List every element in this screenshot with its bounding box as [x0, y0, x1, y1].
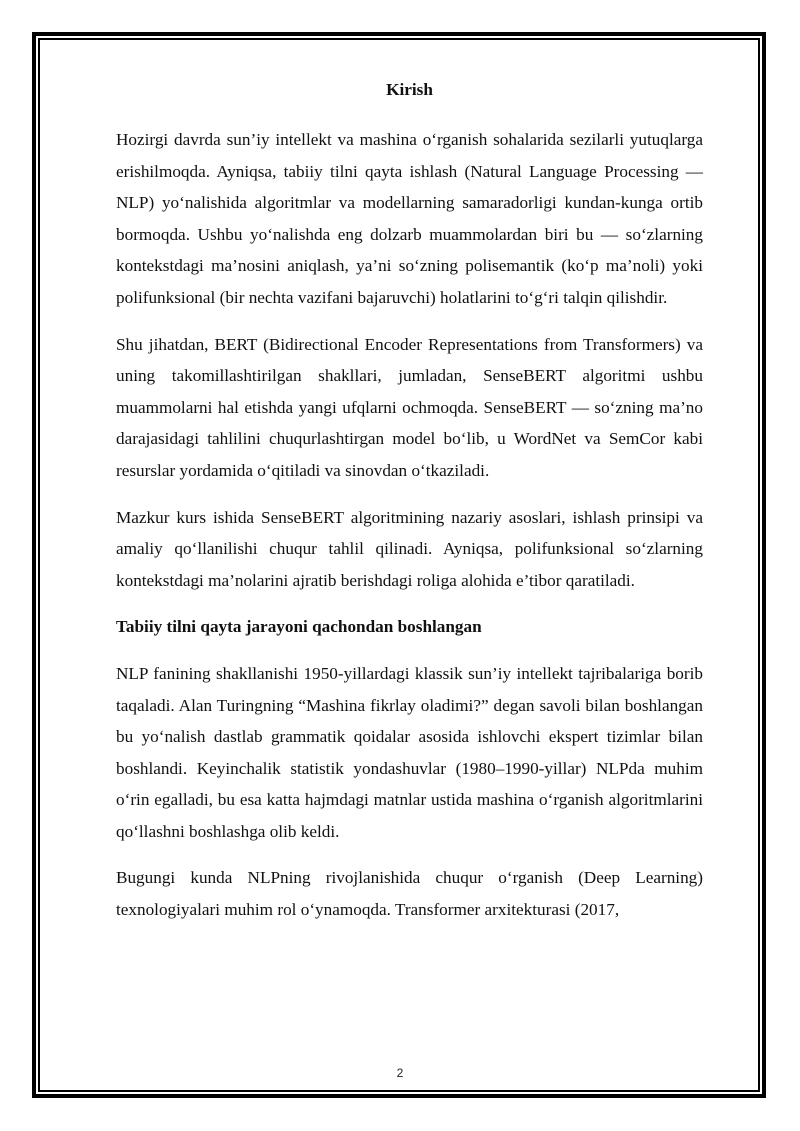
- document-title: Kirish: [386, 80, 433, 99]
- section-heading: Tabiiy tilni qayta jarayoni qachondan boshlangan: [116, 617, 482, 637]
- document-body: [116, 74, 703, 941]
- page-number: 2: [396, 1066, 404, 1080]
- intro-paragraph-3: Mazkur kurs ishida SenseBERT algoritmining nazariy asoslari, ishlash prinsipi va amaliy qo‘llanilishi chuqur tahlil qilinadi. Ayniqsa, polifunksional so‘zlarning kontekstdagi ma’nolarini ajratib berishdagi roliga alohida e’tibor qaratiladi.: [116, 507, 703, 590]
- section-paragraph-1: NLP fanining shakllanishi 1950-yillardagi klassik sun’iy intellekt tajribalariga borib taqaladi. Alan Turingning “Mashina fikrlay oladimi?” degan savoli bilan boshlangan bu yo‘nalish dastlab grammatik qoidalar asosida ishlovchi ekspert tizimlar bilan boshlandi. Keyinchalik statistik yondashuvlar (1980–1990-yillar) NLPda muhim o‘rin egalladi, bu esa katta hajmdagi matnlar ustida mashina o‘rganish algoritmlarini qo‘llashni boshlashga olib keldi.: [116, 663, 703, 841]
- intro-paragraph-1: Hozirgi davrda sun’iy intellekt va mashina o‘rganish sohalarida sezilarli yutuqlarga erishilmoqda. Ayniqsa, tabiiy tilni qayta ishlash (Natural Language Processing — NLP) yo‘nalishida algoritmlar va modellarning samaradorligi kundan-kunga ortib bormoqda. Ushbu yo‘nalishda eng dolzarb muammolardan biri bu — so‘zlarning kontekstdagi ma’nosini aniqlash, ya’ni so‘zning polisemantik (ko‘p ma’noli) yoki polifunksional (bir nechta vazifani bajaruvchi) holatlarini to‘g‘ri talqin qilishdir.: [116, 130, 703, 307]
- section-paragraph-2: Bugungi kunda NLPning rivojlanishida chuqur o‘rganish (Deep Learning) texnologiyalari muhim rol o‘ynamoqda. Transformer arxitekturasi (2017,: [116, 868, 703, 920]
- intro-paragraph-2: Shu jihatdan, BERT (Bidirectional Encoder Representations from Transformers) va uning takomillashtirilgan shakllari, jumladan, SenseBERT algoritmi ushbu muammolarni hal etishda yangi ufqlarni ochmoqda. SenseBERT — so‘zning ma’no darajasidagi tahlilini chuqurlashtirgan model bo‘lib, u WordNet va SemCor kabi resurslar yordamida o‘qitiladi va sinovdan o‘tkaziladi.: [116, 334, 703, 480]
